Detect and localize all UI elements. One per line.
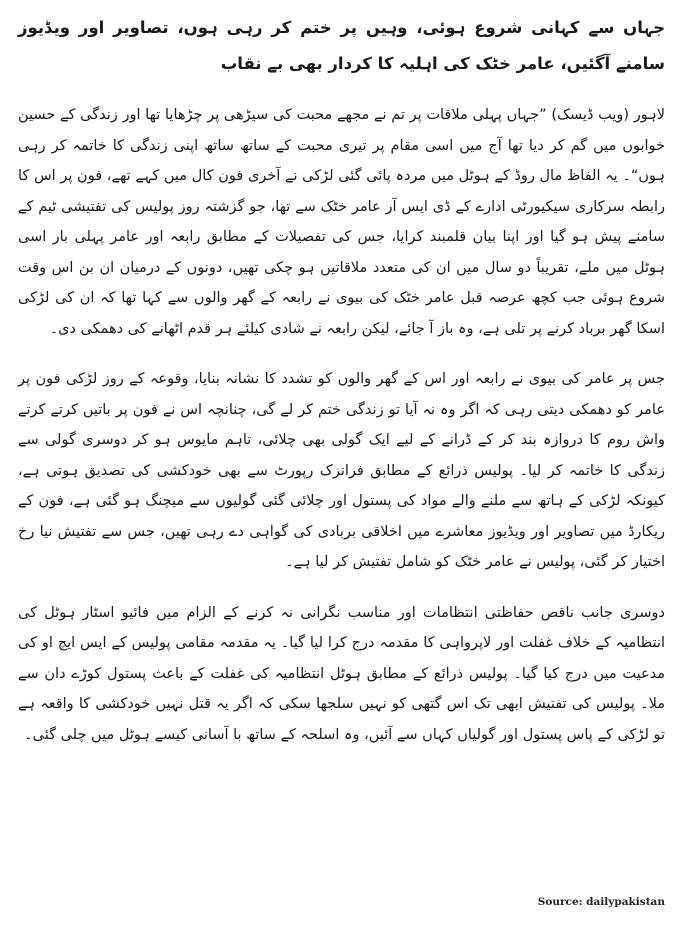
article-paragraph-1: لاہور (ویب ڈیسک) ”جہاں پہلی ملاقات پر تم نے مجھے محبت کی سیڑھی پر چڑھایا تھا اور زندگی کے حسین خوابوں میں گم کر دیا تھا آج میں اسی مقام پر تیری محبت کے ساتھ ساتھ اپنی زندگی کا خاتمہ کر رہی ہوں“۔ یہ الفاظ مال روڈ کے ہوٹل میں مردہ پائی گئی لڑکی نے آخری فون کال میں کہے تھے، فون پر اس کا رابطہ سرکاری سیکیورٹی ادارے کے ڈی ایس آر عامر خٹک سے تھا، جو گزشتہ روز پولیس کی تفتیشی ٹیم کے سامنے پیش ہو گیا اور اپنا بیان قلمبند کرایا، جس کی تفصیلات کے مطابق رابعہ اور عامر پہلی بار اسی ہوٹل میں ملے، تقریباً دو سال میں ان کی متعدد ملاقاتیں ہو چکی تھیں، دونوں کے درمیان ان بن اس وقت شروع ہوئی جب کچھ عرصہ قبل عامر خٹک کی بیوی نے رابعہ کے گھر والوں سے کہا تھا کہ ان کی لڑکی اسکا گھر برباد کرنے پر تلی ہے، وہ باز آ جائے، لیکن رابعہ نے شادی کیلئے ہر قدم اٹھانے کی دھمکی دی۔	[18, 107, 665, 337]
article-headline: جہاں سے کہانی شروع ہوئی، وہیں پر ختم کر رہی ہوں، تصاویر اور ویڈیوز سامنے آگئیں، عامر خٹک کی اہلیہ کا کردار بھی بے نقاب	[18, 18, 665, 73]
source-credit: Source: dailypakistan	[537, 896, 665, 908]
article-paragraph-2: جس پر عامر کی بیوی نے رابعہ اور اس کے گھر والوں کو تشدد کا نشانہ بنایا، وقوعہ کے روز لڑکی فون پر عامر کو دھمکی دیتی رہی کہ اگر وہ نہ آیا تو زندگی ختم کر لے گی، چنانچہ اس نے فون پر باتیں کرتے کرتے واش روم کا دروازہ بند کر کے ڈرانے کے لیے ایک گولی بھی چلائی، تاہم مایوس ہو کر دوسری گولی سے زندگی کا خاتمہ کر لیا۔ پولیس ذرائع کے مطابق فرانزک رپورٹ سے بھی خودکشی کی تصدیق ہوتی ہے، کیونکہ لڑکی کے ہاتھ سے ملنے والے مواد کی پستول اور چلائی گئی گولیوں سے میچنگ ہو گئی ہے، فون کے ریکارڈ میں تصاویر اور ویڈیوز معاشرے میں اخلاقی بربادی کی گواہی دے رہی تھیں، جس سے تفتیش نیا رخ اختیار کر گئی، پولیس نے عامر خٹک کو شامل تفتیش کر لیا ہے۔	[18, 371, 665, 570]
article-paragraph-3: دوسری جانب ناقص حفاظتی انتظامات اور مناسب نگرانی نہ کرنے کے الزام میں فائیو اسٹار ہوٹل کی انتظامیہ کے خلاف غفلت اور لاپرواہی کا مقدمہ درج کرا لیا گیا۔ یہ مقدمہ مقامی پولیس کے ایس ایچ او کی مدعیت میں درج کیا گیا۔ پولیس ذرائع کے مطابق ہوٹل انتظامیہ کی غفلت کے باعث پستول کوڑے دان سے ملا۔ پولیس کی تفتیش ابھی تک اس گتھی کو نہیں سلجھا سکی کہ اگر یہ قتل نہیں خودکشی کا واقعہ ہے تو لڑکی کے پاس پستول اور گولیاں کہاں سے آئیں، وہ اسلحہ کے ساتھ با آسانی کیسے ہوٹل میں چلی گئی۔	[18, 604, 665, 743]
article-body	[18, 10, 665, 770]
